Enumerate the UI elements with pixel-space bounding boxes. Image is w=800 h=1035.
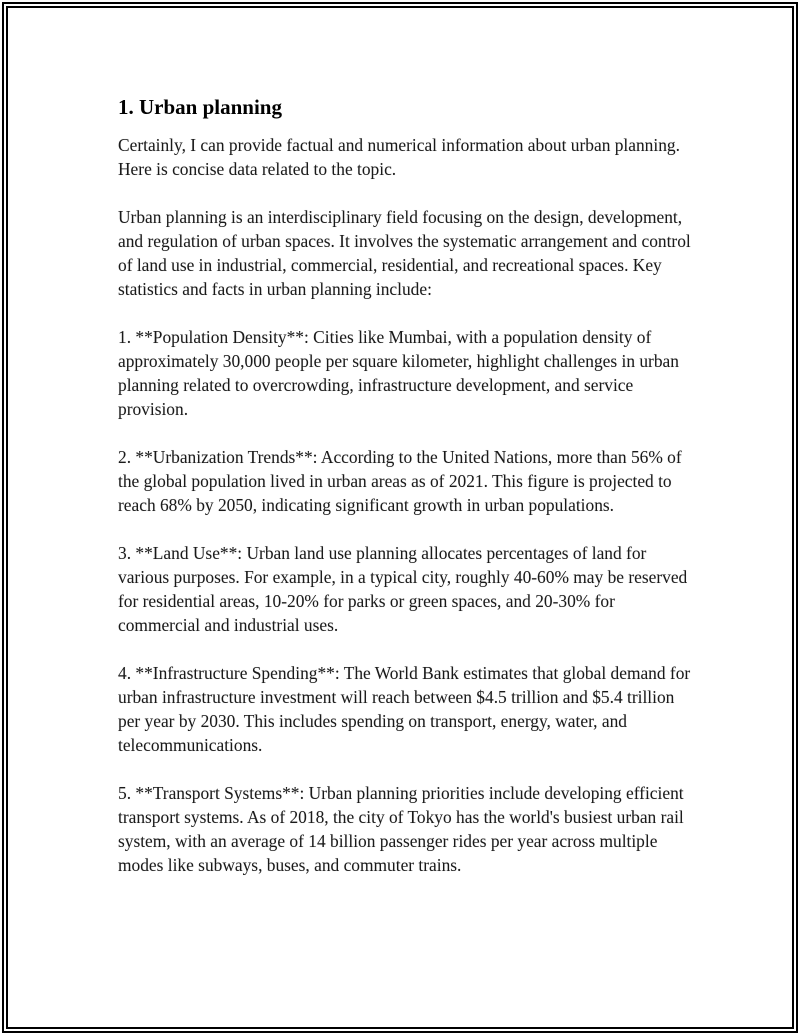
paragraph-intro: Certainly, I can provide factual and numerical information about urban planning. Here is concise data related to the topic. [118, 135, 680, 179]
document-body [118, 94, 698, 901]
paragraph-population-density: 1. **Population Density**: Cities like Mumbai, with a population density of approximately 30,000 people per square kilometer, highlight challenges in urban planning related to overcrowding, infrastructure development, and service provision. [118, 327, 679, 419]
section-title: 1. Urban planning [118, 95, 282, 119]
paragraph-transport-systems: 5. **Transport Systems**: Urban planning priorities include developing efficient transport systems. As of 2018, the city of Tokyo has the world's busiest urban rail system, with an average of 14 billion passenger rides per year across multiple modes like subways, buses, and commuter trains. [118, 783, 684, 875]
paragraph-urbanization-trends: 2. **Urbanization Trends**: According to the United Nations, more than 56% of the global population lived in urban areas as of 2021. This figure is projected to reach 68% by 2050, indicating significant growth in urban populations. [118, 447, 682, 515]
paragraph-land-use: 3. **Land Use**: Urban land use planning allocates percentages of land for various purposes. For example, in a typical city, roughly 40-60% may be reserved for residential areas, 10-20% for parks or green spaces, and 20-30% for commercial and industrial uses. [118, 543, 688, 635]
paragraph-infrastructure-spending: 4. **Infrastructure Spending**: The World Bank estimates that global demand for urban infrastructure investment will reach between $4.5 trillion and $5.4 trillion per year by 2030. This includes spending on transport, energy, water, and telecommunications. [118, 663, 691, 755]
paragraph-overview: Urban planning is an interdisciplinary field focusing on the design, development, and regulation of urban spaces. It involves the systematic arrangement and control of land use in industrial, commercial, residential, and recreational spaces. Key statistics and facts in urban planning include: [118, 207, 691, 299]
